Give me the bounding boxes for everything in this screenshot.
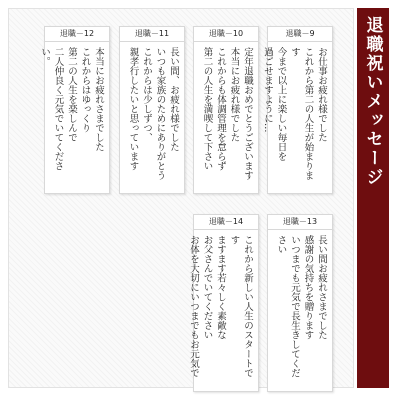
- message-card-13[interactable]: [267, 214, 333, 392]
- message-card-12[interactable]: [39, 26, 110, 194]
- card-message-text: 本当にお疲れさまでした これからはゆっくり 第二の人生を楽しんで 二人仲良く元気でいてください。: [39, 47, 104, 171]
- message-board: [8, 8, 354, 388]
- card-number-label: 退職－13: [268, 215, 332, 230]
- card-message-text: お仕事お疲れ様でした これから第二の人生が始まります 今まで以上に楽しい毎日を 過ごせますように…: [262, 47, 327, 180]
- card-number-label: 退職－12: [45, 27, 109, 42]
- message-card-14[interactable]: [188, 214, 259, 392]
- sidebar-title-banner: [357, 8, 389, 388]
- card-number-label: 退職－10: [194, 27, 258, 42]
- card-message-text: 長い間お疲れさまでした 感謝の気持ちを贈ります いつまでも元気で長生きしてください: [275, 235, 327, 378]
- card-number-label: 退職－9: [268, 27, 332, 42]
- message-card-9[interactable]: [262, 26, 333, 194]
- page-title: 退職祝いメッセージ: [362, 16, 383, 187]
- message-card-11[interactable]: [119, 26, 185, 194]
- card-number-label: 退職－11: [120, 27, 184, 42]
- card-message-text: 長い間、お疲れ様でした いつも家族のためにありがとう これからは少しずつ、 親孝行したいと思っています: [127, 47, 179, 180]
- card-number-label: 退職－14: [194, 215, 258, 230]
- message-card-10[interactable]: [193, 26, 259, 194]
- card-message-text: 定年退職おめでとうございます 本当にお疲れ様でした これからも体調管理を怠らず 第二の人生を満喫して下さい: [201, 47, 253, 180]
- card-message-text: これから新しい人生のスタートです ますます若々しく素敵な お父さんでいてください お体を大切にいつまでもお元気で: [188, 235, 253, 378]
